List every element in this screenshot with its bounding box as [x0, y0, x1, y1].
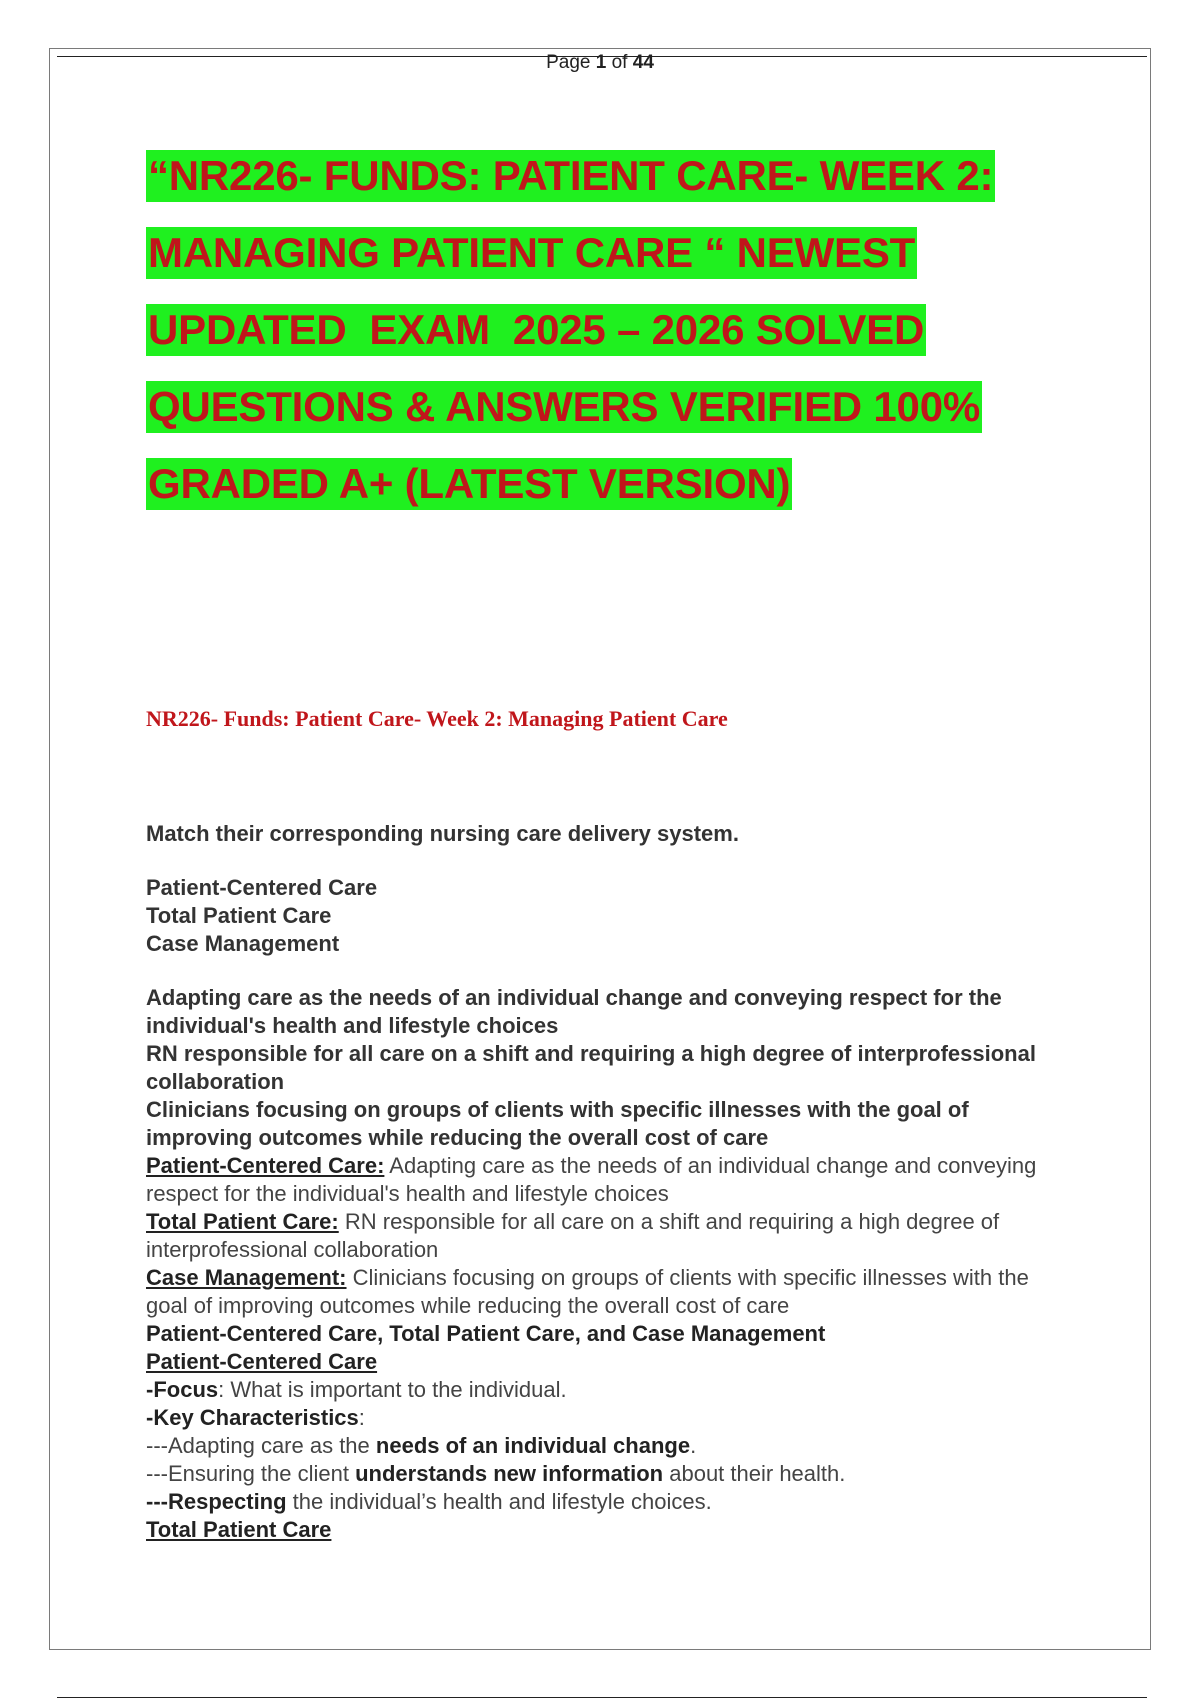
pcc-heading: Patient-Centered Care: [146, 1349, 378, 1374]
term-item: Case Management: [146, 931, 340, 956]
page-of: of: [611, 52, 628, 73]
definition-item: Adapting care as the needs of an individual change and conveying respect for the individual's health and lifestyle choices: [146, 985, 1002, 1038]
item-pre: ---Ensuring the client: [146, 1461, 356, 1486]
tpc-heading: Total Patient Care: [146, 1517, 332, 1542]
pcc-item: [146, 1432, 1076, 1460]
pcc-focus: [146, 1376, 1076, 1404]
answer-text: Adapting care as the needs of an individual change and conveying respect for the individual's health and lifestyle choices: [146, 1153, 1037, 1206]
answer-text: Clinicians focusing on groups of clients with specific illnesses with the goal of improving outcomes while reducing the overall cost of care: [146, 1265, 1029, 1318]
page-number: [0, 52, 1200, 74]
page-current: 1: [595, 52, 607, 73]
document-body: [146, 820, 1076, 1544]
item-bold: needs of an individual change: [375, 1433, 691, 1458]
definition-item: RN responsible for all care on a shift and requiring a high degree of interprofessional collaboration: [146, 1041, 1036, 1094]
answer-item: [146, 1264, 1076, 1320]
item-post: the individual’s health and lifestyle choices.: [286, 1489, 712, 1514]
pcc-item: [146, 1460, 1076, 1488]
question-prompt: Match their corresponding nursing care delivery system.: [146, 821, 739, 846]
term-item: Patient-Centered Care: [146, 875, 378, 900]
answer-item: [146, 1208, 1076, 1264]
item-bold: ---Respecting: [146, 1489, 287, 1514]
item-post: .: [690, 1433, 697, 1458]
pcc-item: [146, 1488, 1076, 1516]
answer-term: Case Management:: [146, 1265, 347, 1290]
footer-rule: [57, 1697, 1147, 1698]
page-total: 44: [632, 52, 654, 73]
pcc-key-characteristics: [146, 1404, 1076, 1432]
key-label: -Key Characteristics: [146, 1405, 359, 1430]
answer-item: [146, 1152, 1076, 1208]
document-title: [146, 150, 1046, 535]
focus-text: : What is important to the individual.: [218, 1377, 567, 1402]
title-line: UPDATED EXAM 2025 – 2026 SOLVED: [146, 304, 926, 356]
term-item: Total Patient Care: [146, 903, 332, 928]
title-line: “NR226- FUNDS: PATIENT CARE- WEEK 2:: [146, 150, 995, 202]
definition-item: Clinicians focusing on groups of clients with specific illnesses with the goal of improving outcomes while reducing the overall cost of care: [146, 1097, 969, 1150]
answer-text: RN responsible for all care on a shift and requiring a high degree of interprofessional collaboration: [146, 1209, 1000, 1262]
summary-heading: Patient-Centered Care, Total Patient Care, and Case Management: [146, 1321, 826, 1346]
title-line: MANAGING PATIENT CARE “ NEWEST: [146, 227, 917, 279]
item-pre: ---Adapting care as the: [146, 1433, 376, 1458]
item-bold: understands new information: [355, 1461, 664, 1486]
item-post: about their health.: [663, 1461, 846, 1486]
answer-term: Patient-Centered Care:: [146, 1153, 385, 1178]
section-subtitle: NR226- Funds: Patient Care- Week 2: Managing Patient Care: [146, 706, 728, 731]
page-label: Page: [546, 52, 591, 73]
title-line: QUESTIONS & ANSWERS VERIFIED 100%: [146, 381, 982, 433]
focus-label: -Focus: [146, 1377, 219, 1402]
answer-term: Total Patient Care:: [146, 1209, 339, 1234]
key-colon: :: [358, 1405, 365, 1430]
title-line: GRADED A+ (LATEST VERSION): [146, 458, 792, 510]
